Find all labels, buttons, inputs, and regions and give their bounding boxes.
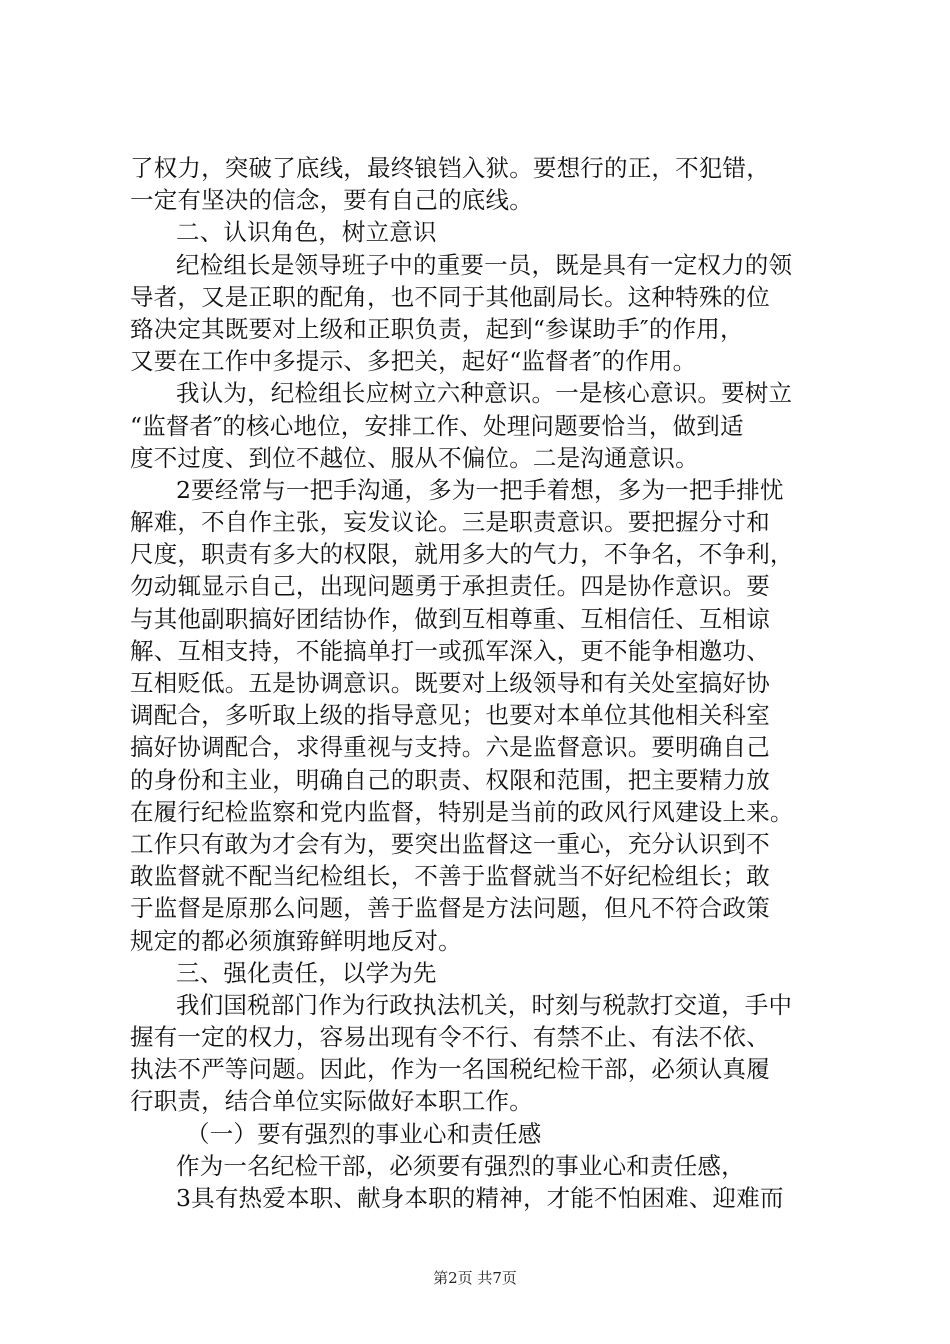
body-line: 解难，不自作主张，妄发议论。三是职责意识。要把握分寸和	[130, 508, 770, 537]
body-line: 的身份和主业，明确自己的职责、权限和范围，把主要精力放	[130, 765, 770, 794]
body-line: 工作只有敢为才会有为，要突出监督这一重心，充分认识到不	[130, 829, 770, 858]
body-line: 我们国税部门作为行政执法机关，时刻与税款打交道，手中	[176, 990, 793, 1019]
body-line: 在履行纪检监察和党内监督，特别是当前的政风行风建设上来。	[130, 797, 794, 826]
body-line: 勿动辄显示自己，出现问题勇于承担责任。四是协作意识。要	[130, 572, 770, 601]
body-line: 又要在工作中多提示、多把关，起好“监督者″的作用。	[130, 347, 697, 376]
body-line: 行职责，结合单位实际做好本职工作。	[130, 1087, 533, 1116]
body-line: 尺度，职责有多大的权限，就用多大的气力，不争名，不争利，	[130, 540, 794, 569]
body-line: 互相贬低。五是协调意识。既要对上级领导和有关处室搞好协	[130, 669, 770, 697]
body-line: 导者，又是正职的配角，也不同于其他副局长。这种特殊的位	[130, 282, 770, 311]
body-line: 解、互相支持，不能搞单打一或孤军深入，更不能争相邀功、	[130, 636, 770, 665]
body-line: 调配合，多听取上级的指导意见；也要对本单位其他相关科室	[130, 701, 770, 730]
document-body	[130, 152, 830, 1214]
body-line: 2要经常与一把手沟通，多为一把手着想，多为一把手排忧	[176, 475, 784, 504]
body-line: 与其他副职搞好团结协作，做到互相尊重、互相信任、互相谅	[130, 604, 770, 633]
body-line: 臵决定其既要对上级和正职负责，起到“参谋助手″的作用，	[130, 314, 744, 343]
page-footer: 第2页 共7页	[433, 1269, 517, 1287]
body-line: 规定的都必须旗臶鲜明地反对。	[130, 926, 462, 955]
body-line: 纪检组长是领导班子中的重要一员，既是具有一定权力的领	[176, 250, 793, 279]
subsection-heading: （一）要有强烈的事业心和责任感	[186, 1119, 542, 1148]
body-line: 3具有热爱本职、献身本职的精神，才能不怕困难、迎难而	[176, 1184, 784, 1212]
body-line: 我认为，纪检组长应树立六种意识。一是核心意识。要树立	[176, 379, 793, 408]
body-line: 作为一名纪检干部，必须要有强烈的事业心和责任感，	[176, 1151, 745, 1180]
body-line: 敢监督就不配当纪检组长，不善于监督就当不好纪检组长；敢	[130, 862, 770, 891]
body-line: 搞好协调配合，求得重视与支持。六是监督意识。要明确自己	[130, 733, 770, 762]
body-line: 度不过度、到位不越位、服从不偏位。二是沟通意识。	[130, 443, 699, 472]
body-line: 一定有坚决的信念，要有自己的底线。	[130, 186, 533, 215]
section-heading: 二、认识角色，树立意识	[176, 218, 437, 247]
body-line: 执法不严等问题。因此，作为一名国税纪检干部，必须认真履	[130, 1055, 770, 1084]
body-line: 于监督是原那么问题，善于监督是方法问题，但凡不符合政策	[130, 894, 770, 923]
body-line: “监督者″的核心地位，安排工作、处理问题要恰当，做到适	[130, 411, 744, 440]
section-heading: 三、强化责任，以学为先	[176, 958, 437, 987]
body-line: 握有一定的权力，容易出现有令不行、有禁不止、有法不依、	[130, 1023, 770, 1052]
body-line: 了权力，突破了底线，最终锒铛入狱。要想行的正，不犯错，	[130, 154, 770, 182]
